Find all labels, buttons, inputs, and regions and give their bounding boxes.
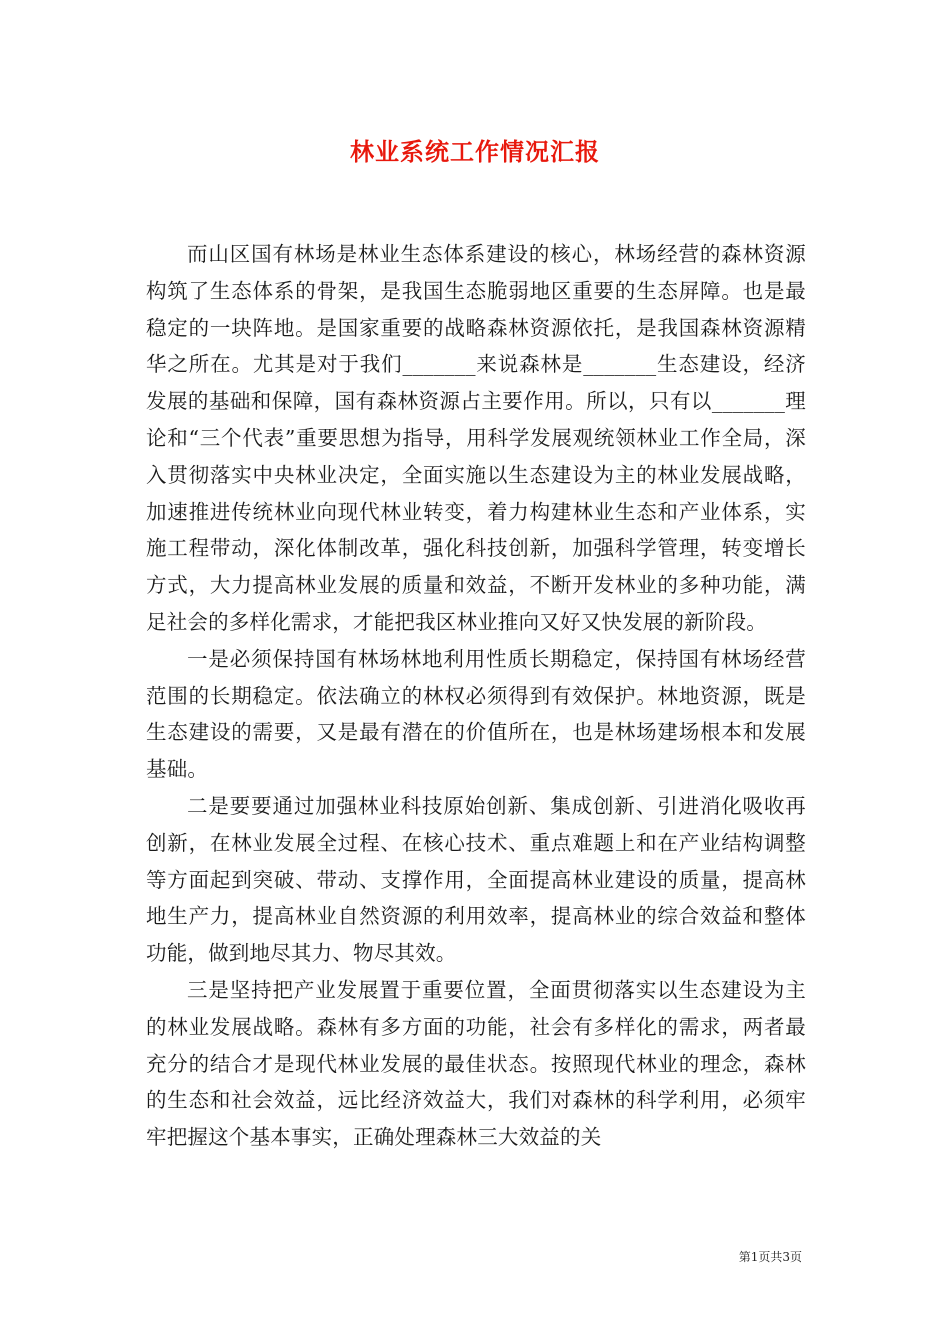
document-body [146, 236, 806, 1156]
paragraph-point-two: 二是要要通过加强林业科技原始创新、集成创新、引进消化吸收再创新，在林业发展全过程、在核心技术、重点难题上和在产业结构调整等方面起到突破、带动、支撑作用，全面提高林业建设的质量，提高林地生产力，提高林业自然资源的利用效率，提高林业的综合效益和整体功能，做到地尽其力、物尽其效。 [146, 793, 806, 966]
document-title: 林业系统工作情况汇报 [350, 137, 600, 166]
paragraph-point-one: 一是必须保持国有林场林地利用性质长期稳定，保持国有林场经营范围的长期稳定。依法确立的林权必须得到有效保护。林地资源，既是生态建设的需要，又是最有潜在的价值所在，也是林场建场根本和发展基础。 [146, 646, 806, 782]
paragraph-intro: 而山区国有林场是林业生态体系建设的核心，林场经营的森林资源构筑了生态体系的骨架，是我国生态脆弱地区重要的生态屏障。也是最稳定的一块阵地。是国家重要的战略森林资源依托，是我国森林资源精华之所在。尤其是对于我们_______来说森林是_______生态建设，经济发展的基础和保障，国有森林资源占主要作用。所以，只有以_______理论和“三个代表”重要思想为指导，用科学发展观统领林业工作全局，深入贯彻落实中央林业决定，全面实施以生态建设为主的林业发展战略，加速推进传统林业向现代林业转变，着力构建林业生态和产业体系，实施工程带动，深化体制改革，强化科技创新，加强科学管理，转变增长方式，大力提高林业发展的质量和效益，不断开发林业的多种功能，满足社会的多样化需求，才能把我区林业推向又好又快发展的新阶段。 [146, 242, 806, 634]
page-number: 第1页共3页 [738, 1250, 802, 1264]
paragraph-point-three: 三是坚持把产业发展置于重要位置，全面贯彻落实以生态建设为主的林业发展战略。森林有多方面的功能，社会有多样化的需求，两者最充分的结合才是现代林业发展的最佳状态。按照现代林业的理念，森林的生态和社会效益，远比经济效益大，我们对森林的科学利用，必须牢牢把握这个基本事实，正确处理森林三大效益的关 [146, 977, 806, 1150]
